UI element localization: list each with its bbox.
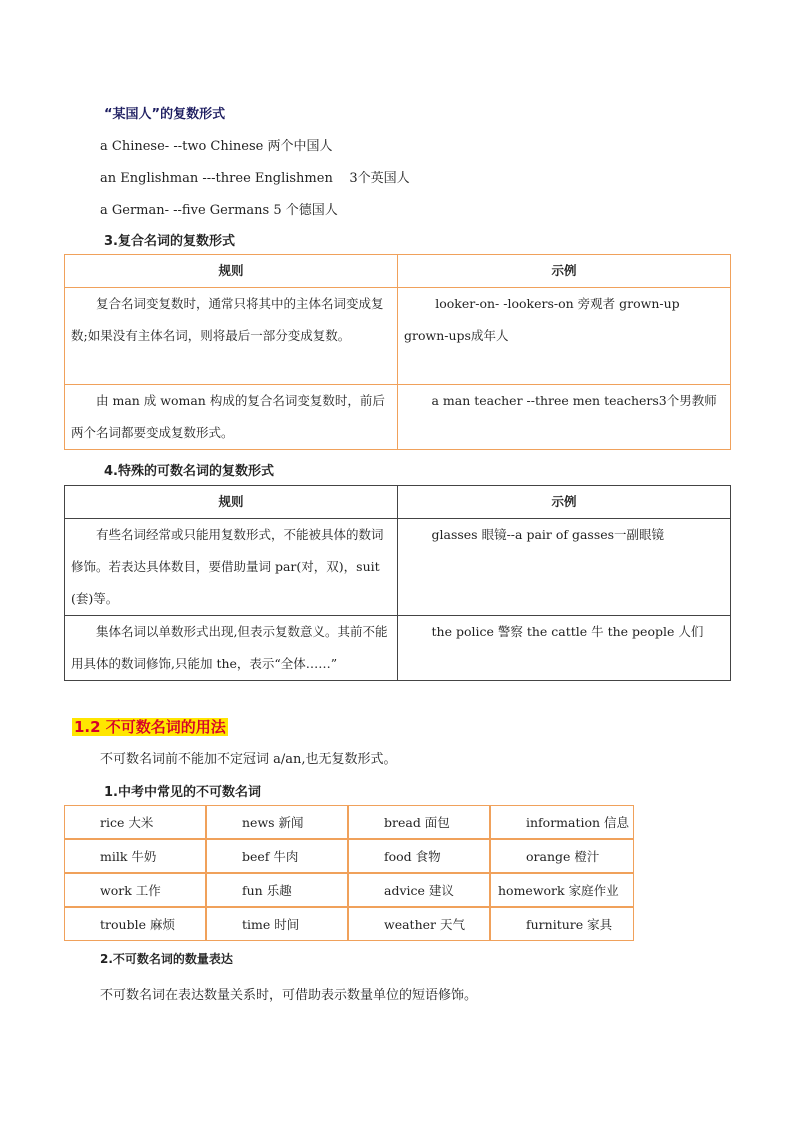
rule-cell: 有些名词经常或只能用复数形式，不能被具体的数词修饰。若表达具体数目，要借助量词 par(对，双)，suit(套)等。 <box>65 519 398 616</box>
grid-cell: advice 建议 <box>348 873 490 907</box>
grid-cell: trouble 麻烦 <box>64 907 206 941</box>
rule-cell: 由 man 成 woman 构成的复合名词变复数时，前后两个名词都要变成复数形式。 <box>65 385 398 450</box>
quantity-expression-heading: 2.不可数名词的数量表达 <box>100 952 233 966</box>
nationality-plural-heading: “某国人”的复数形式 <box>104 107 226 122</box>
table-row <box>65 616 731 681</box>
grid-cell: news 新闻 <box>206 805 348 839</box>
example-cell: the police 警察 the cattle 牛 the people 人们 <box>398 616 731 681</box>
grid-cell: information 信息 <box>490 805 634 839</box>
rule-column-header: 规则 <box>65 486 398 519</box>
common-uncountable-heading: 1.中考中常见的不可数名词 <box>104 785 261 800</box>
grid-cell: homework 家庭作业 <box>490 873 634 907</box>
compound-heading: 3.复合名词的复数形式 <box>104 234 235 249</box>
example-cell: glasses 眼镜--a pair of gasses一副眼镜 <box>398 519 731 616</box>
uncountable-nouns-grid <box>64 805 634 941</box>
rule-column-header: 规则 <box>65 255 398 288</box>
example-column-header: 示例 <box>398 255 731 288</box>
rule-cell: 集体名词以单数形式出现,但表示复数意义。其前不能用具体的数词修饰,只能加 the，表示“全体……” <box>65 616 398 681</box>
example-cell: a man teacher --three men teachers3个男教师 <box>398 385 731 450</box>
grid-cell: bread 面包 <box>348 805 490 839</box>
grid-cell: food 食物 <box>348 839 490 873</box>
table-row <box>64 873 634 907</box>
special-plural-heading: 4.特殊的可数名词的复数形式 <box>104 464 274 479</box>
grid-cell: milk 牛奶 <box>64 839 206 873</box>
grid-cell: weather 天气 <box>348 907 490 941</box>
grid-cell: orange 橙汁 <box>490 839 634 873</box>
quantity-expression-text: 不可数名词在表达数量关系时，可借助表示数量单位的短语修饰。 <box>100 988 478 1003</box>
table-row <box>64 907 634 941</box>
table-header-row <box>65 486 731 519</box>
table-row <box>64 805 634 839</box>
table-row <box>65 288 731 385</box>
table-row <box>65 519 731 616</box>
grid-cell: beef 牛肉 <box>206 839 348 873</box>
grid-cell: furniture 家具 <box>490 907 634 941</box>
nationality-example-3: a German- --five Germans 5 个德国人 <box>100 203 338 218</box>
example-column-header: 示例 <box>398 486 731 519</box>
table-row <box>65 385 731 450</box>
compound-table <box>64 254 731 450</box>
table-header-row <box>65 255 731 288</box>
nationality-example-2: an Englishman ---three Englishmen 3个英国人 <box>100 171 410 186</box>
grid-cell: work 工作 <box>64 873 206 907</box>
nationality-example-1: a Chinese- --two Chinese 两个中国人 <box>100 139 333 154</box>
uncountable-section-heading: 1.2 不可数名词的用法 <box>74 718 226 736</box>
grid-cell: rice 大米 <box>64 805 206 839</box>
rule-cell: 复合名词变复数时，通常只将其中的主体名词变成复数;如果没有主体名词，则将最后一部分变成复数。 <box>65 288 398 385</box>
example-cell: looker-on- -lookers-on 旁观者 grown-up grown-ups成年人 <box>398 288 731 385</box>
uncountable-intro: 不可数名词前不能加不定冠词 a/an,也无复数形式。 <box>100 752 397 767</box>
special-plural-table <box>64 485 731 681</box>
table-row <box>64 839 634 873</box>
grid-cell: fun 乐趣 <box>206 873 348 907</box>
grid-cell: time 时间 <box>206 907 348 941</box>
